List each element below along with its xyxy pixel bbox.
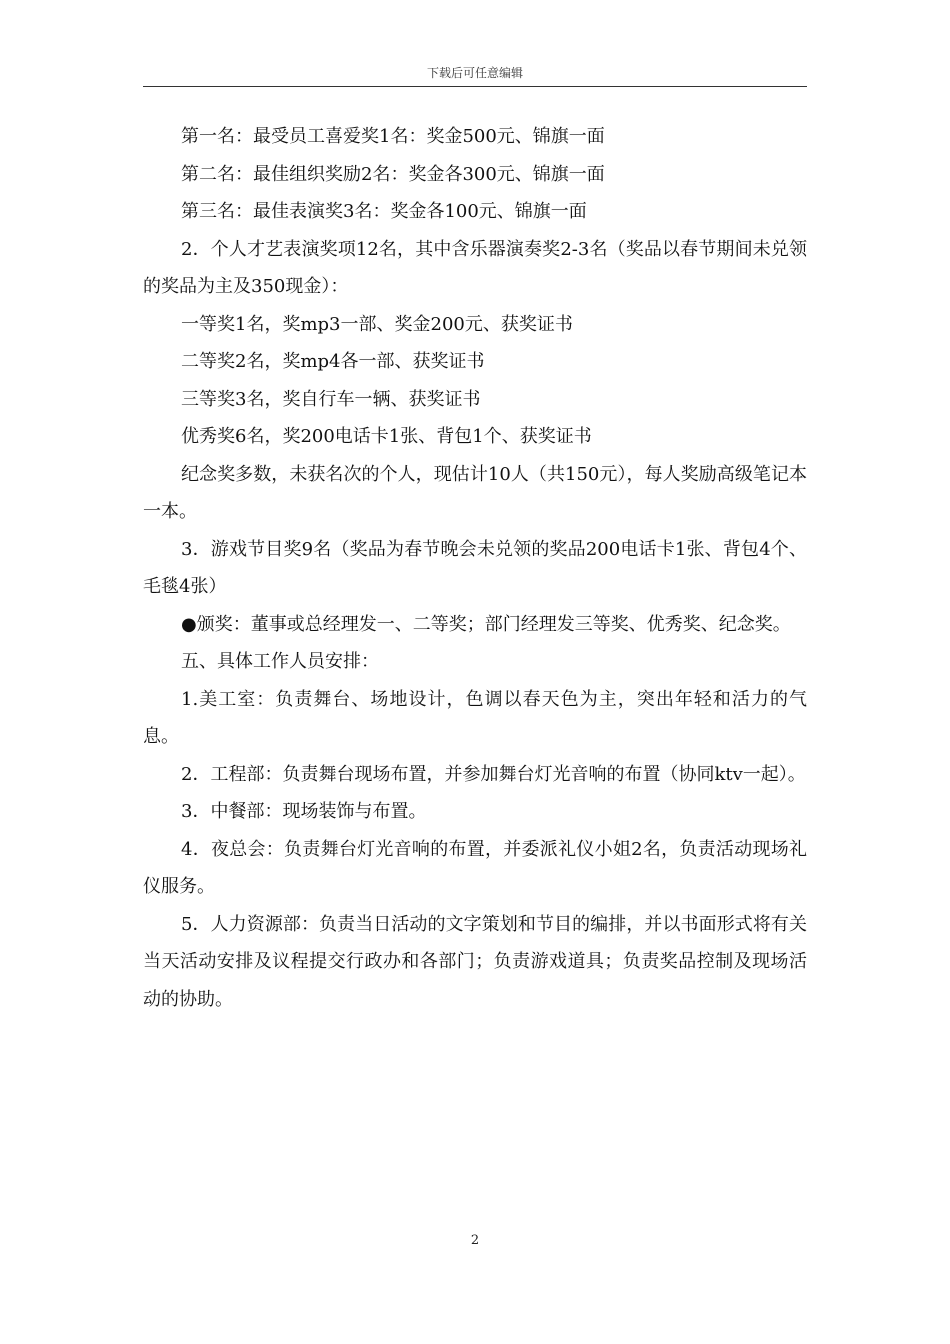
page-header: 下载后可任意编辑: [426, 66, 523, 80]
paragraph-7: 三等奖3名，奖自行车一辆、获奖证书: [181, 388, 481, 410]
paragraph-8: 优秀奖6名，奖200电话卡1张、背包1个、获奖证书: [181, 426, 592, 447]
page-number: 2: [470, 1233, 480, 1248]
paragraph-10: 3．游戏节目奖9名（奖品为春节晚会未兑领的奖品200电话卡1张、背包4个、毛毯4张）: [143, 538, 807, 597]
paragraph-3: 第三名：最佳表演奖3名：奖金各100元、锦旗一面: [181, 201, 587, 222]
paragraph-4: 2．个人才艺表演奖项12名，其中含乐器演奏奖2-3名（奖品以春节期间未兑领的奖品为主及350现金）：: [143, 238, 807, 297]
header-divider: [143, 86, 807, 87]
paragraph-16: 4．夜总会：负责舞台灯光音响的布置，并委派礼仪小姐2名，负责活动现场礼仪服务。: [143, 838, 807, 897]
paragraph-15: 3．中餐部：现场装饰与布置。: [181, 801, 427, 822]
document-body: [143, 118, 807, 1018]
paragraph-6: 二等奖2名，奖mp4各一部、获奖证书: [181, 351, 485, 372]
paragraph-9: 纪念奖多数，未获名次的个人，现估计10人（共150元），每人奖励高级笔记本一本。: [143, 463, 807, 522]
paragraph-13: 1.美工室：负责舞台、场地设计，色调以春天色为主，突出年轻和活力的气息。: [143, 688, 807, 747]
paragraph-17: 5．人力资源部：负责当日活动的文字策划和节目的编排，并以书面形式将有关当天活动安排及议程提交行政办和各部门；负责游戏道具；负责奖品控制及现场活动的协助。: [143, 913, 807, 1010]
paragraph-2: 第二名：最佳组织奖励2名：奖金各300元、锦旗一面: [181, 163, 605, 185]
paragraph-1: 第一名：最受员工喜爱奖1名：奖金500元、锦旗一面: [181, 126, 605, 147]
paragraph-12: 五、具体工作人员安排：: [181, 651, 379, 672]
paragraph-14: 2．工程部：负责舞台现场布置，并参加舞台灯光音响的布置（协同ktv一起）。: [181, 763, 806, 785]
paragraph-11: ●颁奖：董事或总经理发一、二等奖；部门经理发三等奖、优秀奖、纪念奖。: [181, 613, 791, 635]
paragraph-5: 一等奖1名，奖mp3一部、奖金200元、获奖证书: [181, 313, 573, 335]
